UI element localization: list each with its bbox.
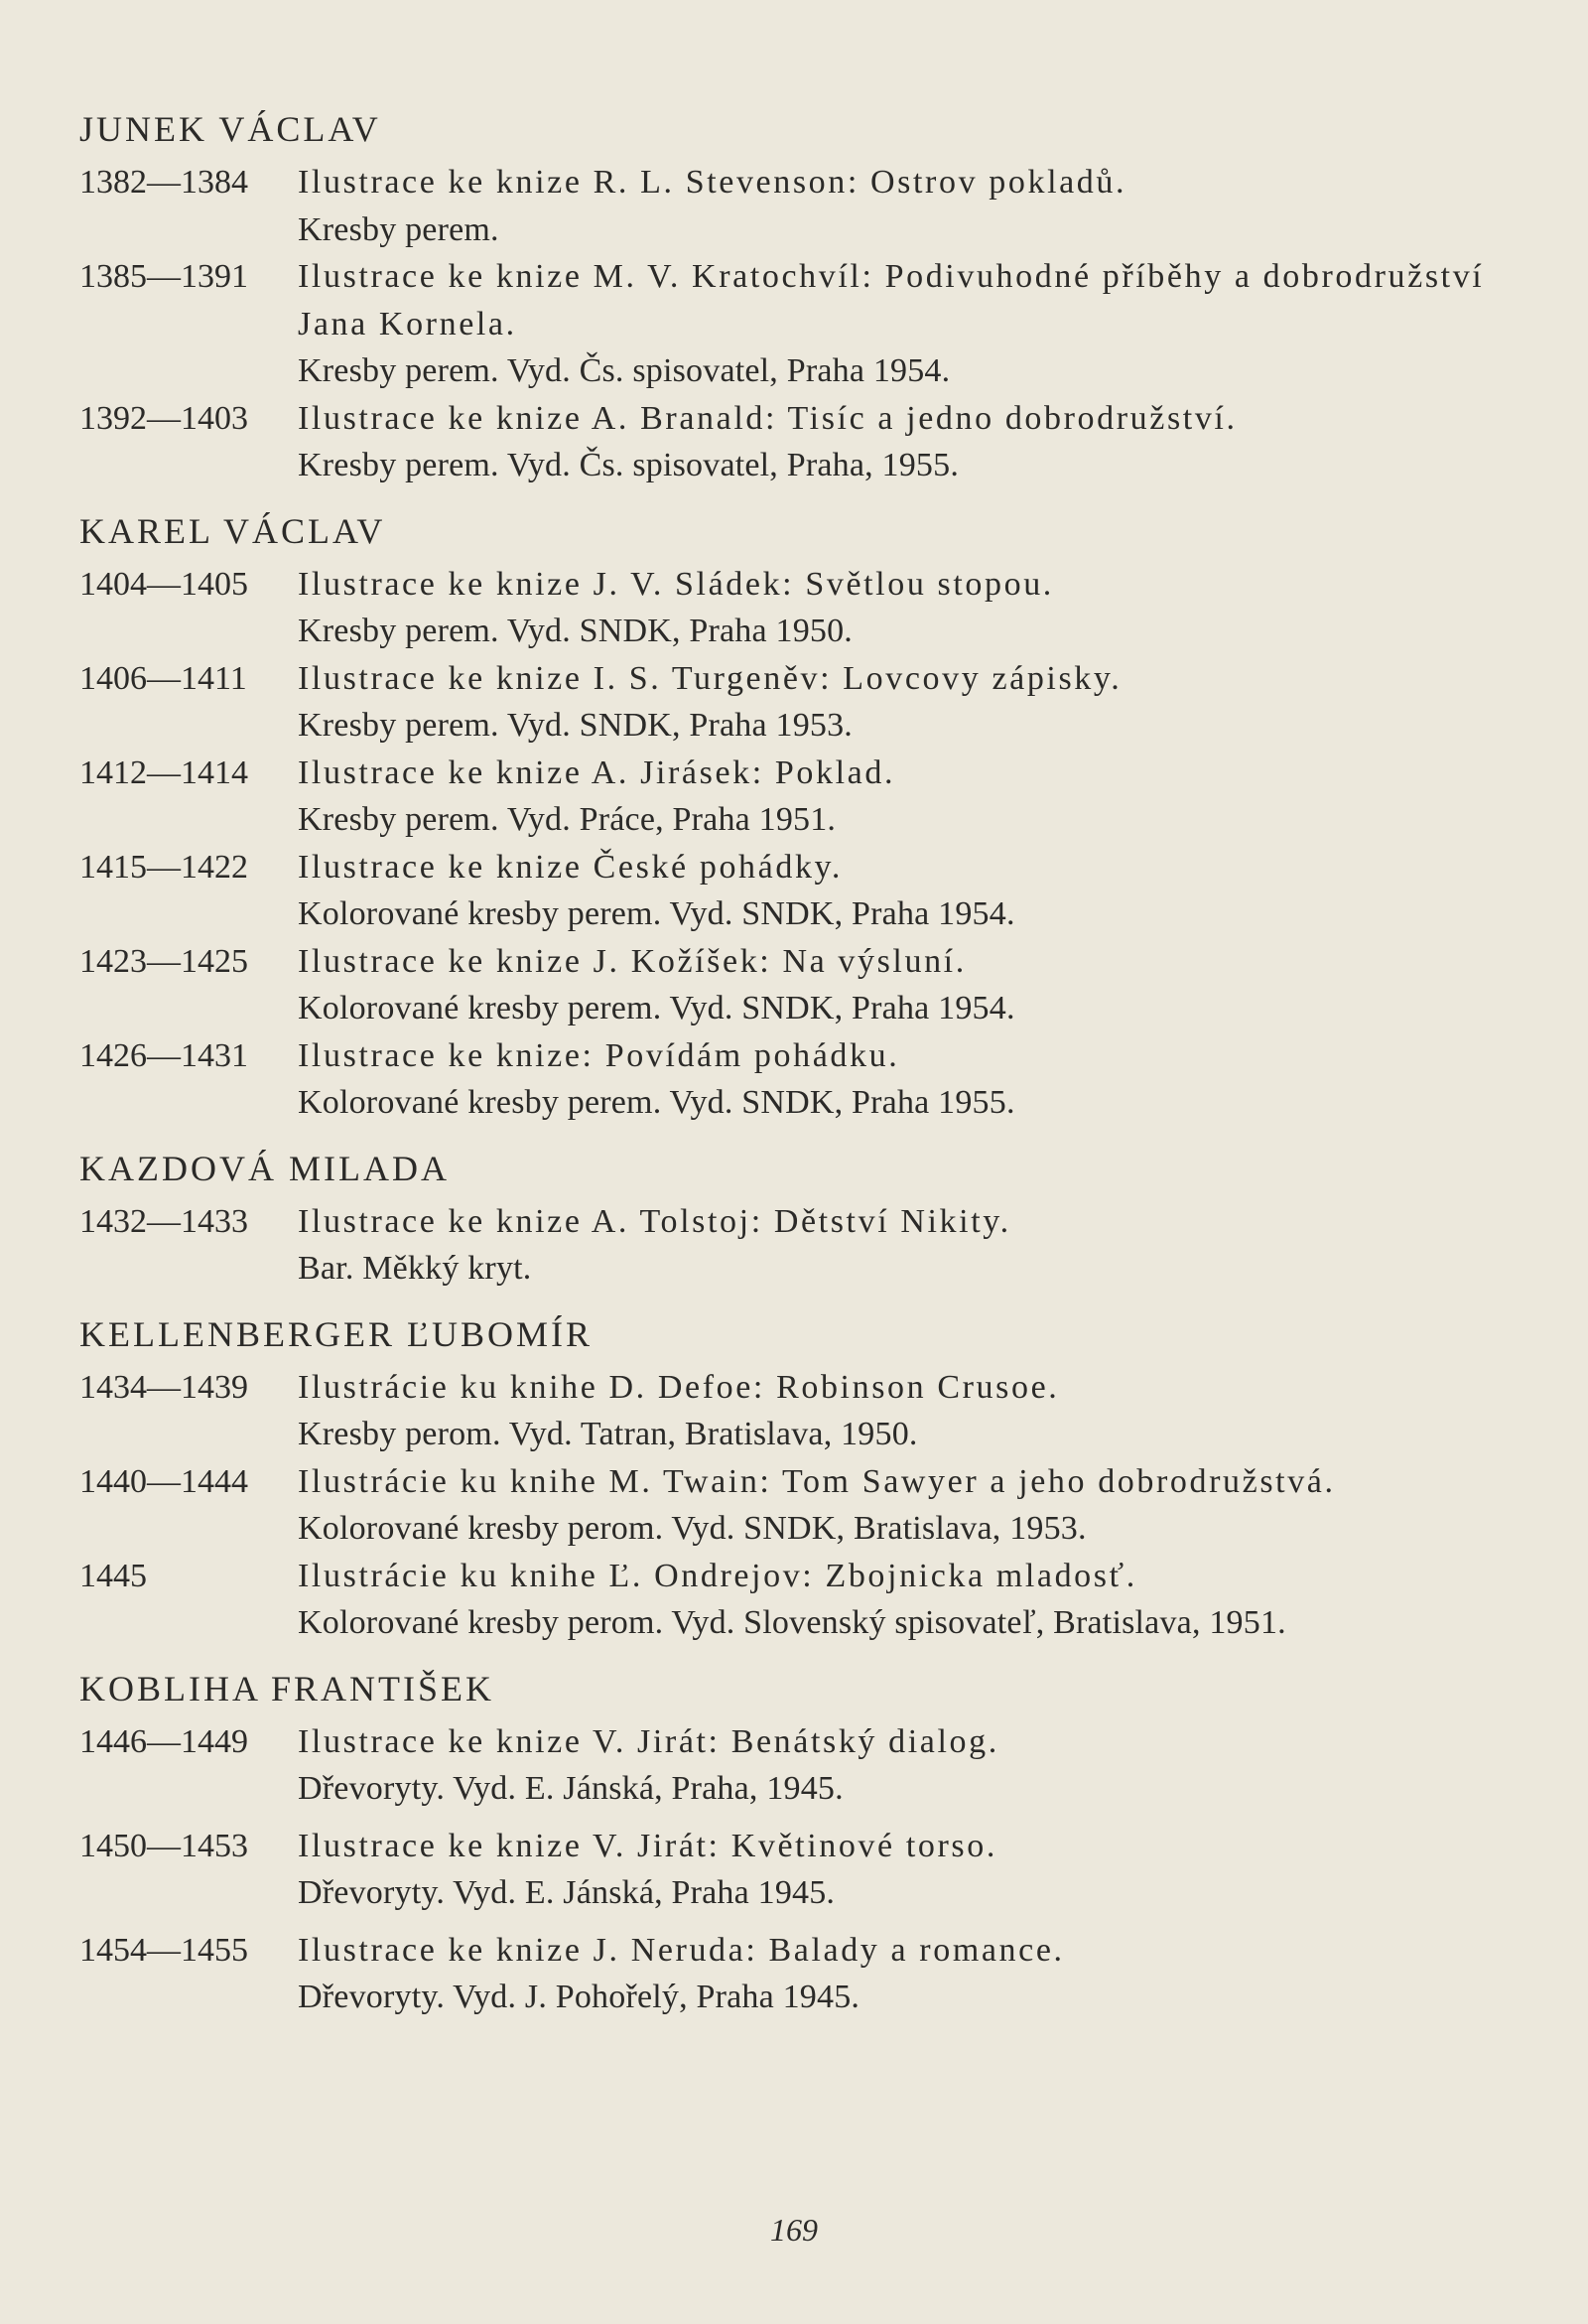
entry-body (298, 1458, 1509, 1553)
entry-title: Ilustrace ke knize M. V. Kratochvíl: Podivuhodné příběhy a dobrodružství Jana Kornela. (298, 258, 1485, 342)
entry-number: 1454—1455 (79, 1931, 248, 1969)
catalog-entry (79, 1553, 1509, 1647)
author-heading: JUNEK VÁCLAV (79, 109, 381, 149)
catalog-entry (79, 253, 1509, 395)
catalog-entry (79, 750, 1509, 844)
entry-note: Kolorované kresby perem. Vyd. SNDK, Praha 1955. (298, 1084, 1015, 1121)
entry-body (298, 395, 1509, 489)
entry-title: Ilustrácie ku knihe Ľ. Ondrejov: Zbojnicka mladosť. (298, 1557, 1137, 1594)
entry-note: Kolorované kresby perom. Vyd. SNDK, Bratislava, 1953. (298, 1510, 1087, 1547)
entry-body (298, 1198, 1509, 1293)
entry-number: 1415—1422 (79, 848, 248, 886)
entry-note: Kresby perem. Vyd. SNDK, Praha 1950. (298, 613, 854, 649)
entry-number: 1446—1449 (79, 1722, 248, 1760)
catalog-entry (79, 159, 1509, 253)
entry-body (298, 1718, 1509, 1813)
entry-body (298, 750, 1509, 844)
entry-note: Dřevoryty. Vyd. J. Pohořelý, Praha 1945. (298, 1979, 860, 2015)
entry-note: Kolorované kresby perom. Vyd. Slovenský spisovateľ, Bratislava, 1951. (298, 1604, 1286, 1641)
catalog-entry (79, 1823, 1509, 1917)
entry-title: Ilustrace ke knize V. Jirát: Benátský dialog. (298, 1722, 999, 1760)
entry-title: Ilustrace ke knize A. Jirásek: Poklad. (298, 753, 896, 791)
catalog-entry (79, 561, 1509, 655)
entry-body (298, 1553, 1509, 1647)
entry-note: Kolorované kresby perem. Vyd. SNDK, Praha 1954. (298, 895, 1015, 932)
entry-title: Ilustrace ke knize A. Branald: Tisíc a jedno dobrodružství. (298, 399, 1238, 437)
catalog-entry (79, 1364, 1509, 1458)
entry-number: 1445 (79, 1557, 147, 1594)
entry-title: Ilustrace ke knize České pohádky. (298, 848, 844, 886)
entry-note: Kresby perem. Vyd. SNDK, Praha 1953. (298, 707, 854, 744)
author-heading: KOBLIHA FRANTIŠEK (79, 1668, 495, 1709)
entry-note: Kresby perem. (298, 210, 499, 248)
entry-number: 1450—1453 (79, 1827, 248, 1864)
entry-title: Ilustrace ke knize J. V. Sládek: Světlou stopou. (298, 565, 1054, 603)
entry-number: 1412—1414 (79, 753, 248, 791)
entry-title: Ilustrace ke knize I. S. Turgeněv: Lovcovy zápisky. (298, 659, 1123, 697)
entry-number: 1440—1444 (79, 1462, 248, 1500)
entry-title: Ilustrace ke knize: Povídám pohádku. (298, 1036, 900, 1074)
entry-note: Bar. Měkký kryt. (298, 1250, 532, 1287)
entry-note: Kresby perem. Vyd. Čs. spisovatel, Praha, 1955. (298, 447, 960, 483)
entry-title: Ilustrace ke knize V. Jirát: Květinové torso. (298, 1827, 997, 1864)
entry-title: Ilustrace ke knize J. Kožíšek: Na výsluní. (298, 942, 967, 980)
entry-number: 1404—1405 (79, 565, 248, 603)
entry-note: Dřevoryty. Vyd. E. Jánská, Praha 1945. (298, 1874, 836, 1911)
entry-title: Ilustrace ke knize J. Neruda: Balady a romance. (298, 1931, 1065, 1969)
entry-number: 1434—1439 (79, 1368, 248, 1406)
entry-number: 1392—1403 (79, 399, 248, 437)
entry-body (298, 561, 1509, 655)
catalog-entry (79, 938, 1509, 1032)
entry-number: 1406—1411 (79, 659, 247, 697)
entry-note: Kresby perem. Vyd. Práce, Praha 1951. (298, 801, 837, 838)
catalog-entry (79, 1927, 1509, 2021)
entry-body (298, 1032, 1509, 1127)
catalog-entry (79, 395, 1509, 489)
author-heading: KELLENBERGER ĽUBOMÍR (79, 1313, 593, 1354)
entry-note: Kresby perem. Vyd. Čs. spisovatel, Praha 1954. (298, 352, 951, 389)
entry-title: Ilustrácie ku knihe M. Twain: Tom Sawyer a jeho dobrodružstvá. (298, 1462, 1336, 1500)
catalog-entry (79, 1198, 1509, 1293)
entry-body (298, 655, 1509, 750)
entry-body (298, 1927, 1509, 2021)
catalog-entry (79, 844, 1509, 938)
author-heading: KAREL VÁCLAV (79, 510, 386, 551)
entry-number: 1432—1433 (79, 1202, 248, 1240)
entry-body (298, 844, 1509, 938)
catalog-entry (79, 1032, 1509, 1127)
entry-number: 1382—1384 (79, 164, 248, 201)
entry-title: Ilustrace ke knize A. Tolstoj: Dětství Nikity. (298, 1202, 1011, 1240)
entry-title: Ilustrácie ku knihe D. Defoe: Robinson Crusoe. (298, 1368, 1060, 1406)
catalog-list (79, 105, 1509, 2021)
entry-note: Dřevoryty. Vyd. E. Jánská, Praha, 1945. (298, 1770, 844, 1807)
entry-number: 1423—1425 (79, 942, 248, 980)
entry-body (298, 938, 1509, 1032)
entry-body (298, 159, 1509, 253)
entry-number: 1385—1391 (79, 258, 248, 295)
catalog-entry (79, 1718, 1509, 1813)
author-heading: KAZDOVÁ MILADA (79, 1148, 450, 1188)
page-number: 169 (770, 2212, 818, 2248)
entry-body (298, 253, 1509, 395)
entry-body (298, 1823, 1509, 1917)
catalog-entry (79, 655, 1509, 750)
catalog-entry (79, 1458, 1509, 1553)
entry-body (298, 1364, 1509, 1458)
entry-title: Ilustrace ke knize R. L. Stevenson: Ostrov pokladů. (298, 164, 1127, 201)
entry-note: Kresby perom. Vyd. Tatran, Bratislava, 1950. (298, 1416, 918, 1452)
entry-note: Kolorované kresby perem. Vyd. SNDK, Praha 1954. (298, 990, 1015, 1026)
entry-number: 1426—1431 (79, 1036, 248, 1074)
